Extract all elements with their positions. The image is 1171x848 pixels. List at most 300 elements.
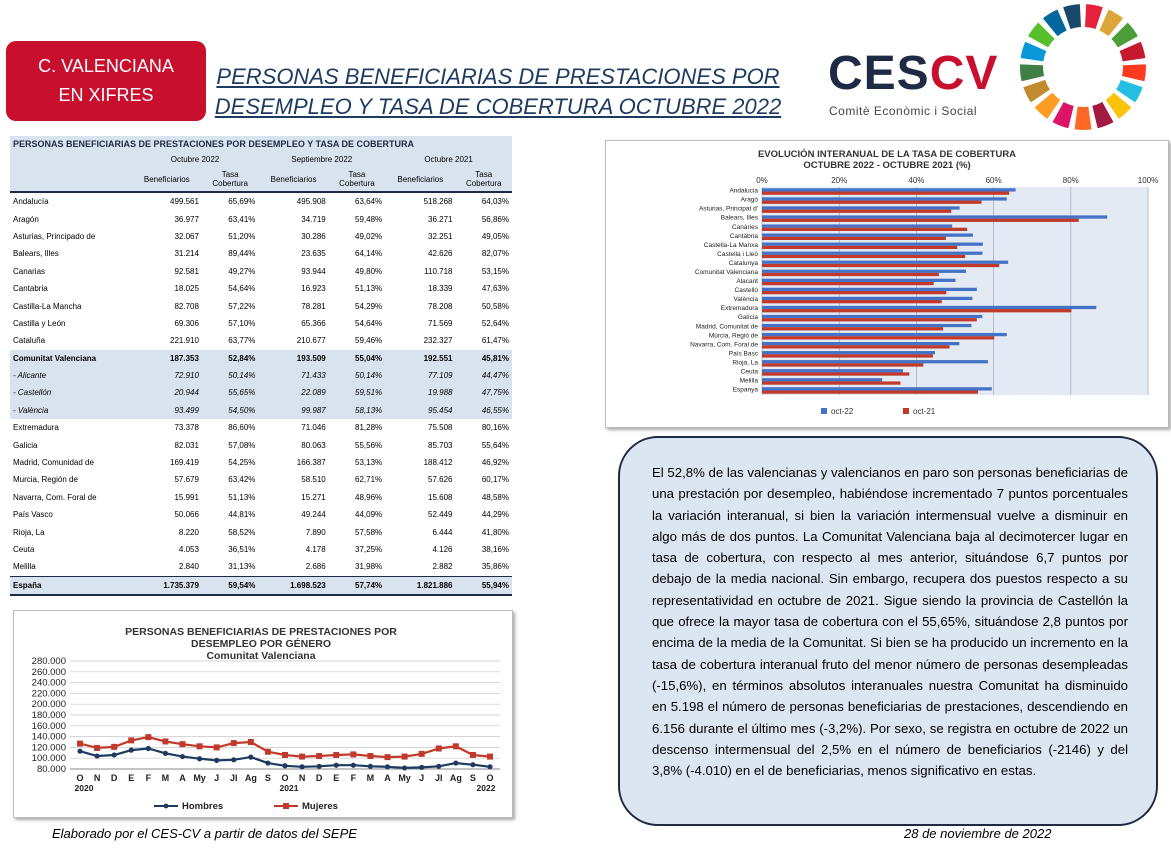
logo-part-1: CES (828, 47, 930, 100)
row-value: 52.449 (428, 510, 453, 520)
line-ytick-label: 240.000 (31, 677, 66, 689)
row-value: 85.703 (428, 440, 453, 450)
row-value: 86,60% (228, 423, 256, 433)
line-point-Hombres (351, 763, 356, 768)
row-value: 95.454 (385, 402, 455, 419)
row-value: 80.063 (301, 440, 326, 450)
row-value: 58,13% (329, 402, 385, 419)
row-value: 99.987 (258, 402, 328, 419)
bar-oct-22 (762, 270, 966, 273)
table-col-tasa-l2: Cobertura (465, 179, 502, 188)
row-value: 75.508 (428, 423, 453, 433)
bar-category-label: Alacant (736, 278, 758, 286)
line-xtick-label: M (366, 773, 375, 783)
line-xtick-label: M (161, 773, 170, 783)
table-row (10, 471, 512, 488)
row-value: 49,80% (355, 266, 383, 276)
line-point-Hombres (436, 764, 441, 769)
row-value: 78.281 (301, 301, 326, 311)
analysis-text: El 52,8% de las valencianas y valencianos en paro son personas beneficiarias de una prestación por desempleo, habiéndose incrementado 7 puntos porcentuales la variación interanual, si bien la variación intermensual vuelve a disminuir en algo más de dos puntos. La Comunitat Valenciana baja al decimotercer lugar en tasa de cobertura, con respecto al mes anterior, situándose 6,7 puntos por debajo de la media nacional. Sin embargo, recupera dos puestos respecto a su representatividad en octubre de 2021. Sigue siendo la provincia de Castellón la que ofrece la mayor tasa de cobertura con el 55,65%, situándose 2,8 puntos por encima de la media de la Comunitat. Si bien se ha producido un incremento en la tasa de cobertura interanual fruto del menor número de personas desempleadas (-15,6%), en términos absolutos interanuales nuestra Comunitat ha disminuido en 5.198 el número de personas beneficiarias de prestaciones, descendiendo en 6.156 durante el último mes (-3,2%). Por sexo, se registra en octubre de 2022 un descenso intermensual del 2,5% en el número de beneficiarios (-2146) y del 3,8% (-4.010) en el de beneficiarias, menos significativo en estas. (652, 465, 1128, 779)
bar-oct-21 (762, 201, 981, 204)
bar-tick-label: 100% (1137, 176, 1159, 185)
row-value: 58,52% (228, 527, 256, 537)
bar-oct-21 (762, 390, 978, 393)
row-value: 2.686 (305, 562, 326, 572)
bar-oct-22 (762, 288, 977, 291)
bar-legend-swatch (903, 408, 909, 414)
bar-legend-swatch (821, 408, 827, 414)
row-value: 44,29% (481, 510, 509, 520)
row-value: 49.244 (301, 510, 326, 520)
line-xtick-label: E (128, 773, 135, 783)
bar-oct-21 (762, 273, 939, 276)
row-value: 81,28% (355, 423, 383, 433)
coverage-table (10, 136, 512, 596)
bar-oct-22 (762, 224, 952, 227)
bar-oct-22 (762, 378, 882, 381)
row-value: 36.977 (174, 214, 199, 224)
sdg-wheel-icon (1008, 2, 1158, 132)
table-row (10, 384, 512, 401)
row-value: 57.626 (428, 475, 453, 485)
line-ytick-label: 180.000 (31, 710, 66, 721)
line-point-Hombres (248, 755, 253, 760)
bar-oct-22 (762, 369, 903, 372)
bar-oct-22 (762, 215, 1107, 218)
bar-oct-21 (762, 255, 965, 258)
row-value: 47,63% (481, 284, 509, 294)
line-xtick-label: O (486, 773, 494, 783)
sdg-wheel-segment (1085, 4, 1103, 29)
bar-oct-21 (762, 318, 977, 321)
gender-beneficiaries-chart (13, 610, 513, 818)
table-col-tasa-l2: Cobertura (212, 179, 248, 188)
bar-category-label: València (733, 296, 758, 304)
row-value: 59,46% (355, 336, 383, 346)
line-point-Mujeres (180, 741, 186, 747)
table-row (10, 489, 512, 506)
table-row (10, 541, 512, 558)
bar-oct-21 (762, 237, 946, 240)
line-xtick-label: N (93, 773, 101, 783)
row-value: 47,75% (455, 384, 512, 401)
row-value: 15.271 (301, 492, 326, 502)
row-value: 55,64% (481, 440, 509, 450)
line-point-Hombres (180, 754, 185, 759)
line-xtick-label: Jl (229, 773, 238, 783)
row-value: 32.251 (428, 231, 453, 241)
line-point-Hombres (282, 763, 287, 768)
bar-oct-22 (762, 351, 935, 354)
row-value: 18.025 (174, 284, 199, 294)
bar-category-label: Comunitat Valenciana (694, 268, 758, 276)
section-badge (6, 41, 206, 121)
row-value: 63,77% (228, 336, 256, 346)
bar-category-label: Andalucia (729, 187, 758, 195)
row-value: 54,64% (355, 318, 383, 328)
table-row (10, 576, 512, 595)
row-value: 73.378 (174, 423, 199, 433)
bar-category-label: Rioja, La (732, 359, 758, 367)
bar-category-label: Asturias, Principat d' (698, 205, 758, 213)
line-chart-title-2: DESEMPLEO POR GÉNERO (190, 638, 332, 650)
table-row (10, 558, 512, 576)
row-value: 62,71% (355, 475, 383, 485)
bar-category-label: Castelló (734, 287, 758, 295)
row-value: 50.066 (174, 510, 199, 520)
line-xtick-label: J (419, 773, 425, 783)
table-row (10, 419, 512, 436)
row-value: 46,55% (455, 402, 512, 419)
table-col-tasa (202, 167, 258, 192)
row-value: 48,58% (481, 492, 509, 502)
table-col-tasa-l2: Cobertura (339, 179, 375, 188)
row-label: Galicia (13, 440, 38, 450)
bar-category-label: Castella i Lleó (717, 250, 758, 258)
line-point-Hombres (265, 760, 270, 765)
row-value: 64,14% (355, 249, 383, 259)
line-ytick-label: 220.000 (31, 688, 66, 700)
bar-category-label: Cantàbria (729, 232, 758, 240)
bar-category-label: Múrcia, Regió de (708, 332, 758, 340)
table-row (10, 263, 512, 280)
bar-category-label: Castella-La Manxa (703, 241, 758, 249)
line-chart-title: PERSONAS BENEFICIARIAS DE PRESTACIONES POR (125, 626, 397, 638)
line-point-Mujeres (231, 740, 237, 746)
line-point-Mujeres (299, 754, 305, 760)
line-point-Mujeres (333, 752, 339, 758)
line-ytick-label: 200.000 (31, 699, 66, 711)
row-value: 54,25% (228, 458, 256, 468)
row-value: 49,05% (481, 231, 509, 241)
bar-oct-21 (762, 246, 957, 249)
row-label: - València (10, 402, 132, 419)
row-label: Rioja, La (13, 527, 45, 537)
bar-category-label: Canàries (731, 223, 758, 231)
bar-oct-22 (762, 315, 982, 318)
bar-category-label: Catalunya (728, 259, 758, 267)
row-value: 50,14% (329, 367, 385, 384)
row-value: 16.923 (301, 284, 326, 294)
line-point-Mujeres (453, 743, 459, 749)
line-point-Mujeres (128, 737, 134, 743)
line-point-Mujeres (265, 749, 271, 755)
bar-oct-22 (762, 243, 983, 246)
table-row (10, 245, 512, 262)
table-row (10, 402, 512, 419)
bar-category-label: Extremadura (720, 305, 758, 313)
line-point-Hombres (231, 757, 236, 762)
table-row (10, 523, 512, 540)
row-value: 31,98% (355, 562, 383, 572)
line-xtick-label: A (384, 773, 391, 783)
row-label: Cataluña (13, 336, 46, 346)
sdg-wheel-segment (1021, 42, 1047, 62)
sdg-wheel-segment (1122, 64, 1146, 81)
line-point-Mujeres (94, 745, 100, 751)
table-column-row (10, 167, 512, 192)
row-value: 71.046 (301, 423, 326, 433)
row-value: 50,14% (202, 367, 258, 384)
row-value: 30.286 (301, 231, 326, 241)
bar-oct-22 (762, 306, 1096, 309)
row-value: 57.679 (174, 475, 199, 485)
line-xtick-label: Jl (434, 773, 443, 783)
row-value: 19.988 (385, 384, 455, 401)
row-value: 57,10% (228, 318, 256, 328)
line-point-Mujeres (248, 739, 254, 745)
row-value: 38,16% (481, 545, 509, 554)
row-value: 71.433 (258, 367, 328, 384)
row-value: 52,84% (202, 350, 258, 367)
row-value: 50,58% (481, 301, 509, 311)
table-row (10, 506, 512, 523)
line-ytick-label: 120.000 (31, 742, 66, 754)
row-value: 18.339 (428, 284, 453, 294)
line-legend-marker (164, 804, 169, 809)
bar-tick-label: 80% (1062, 176, 1079, 185)
line-ytick-label: 140.000 (31, 731, 66, 743)
line-xtick-label: D (315, 773, 323, 783)
row-value: 77.109 (385, 367, 455, 384)
row-value: 44,81% (228, 510, 256, 520)
row-value: 57,22% (228, 301, 256, 311)
row-value: 59,51% (329, 384, 385, 401)
line-point-Mujeres (350, 751, 356, 757)
bar-oct-21 (762, 372, 909, 375)
row-value: 49,27% (228, 266, 256, 276)
table-col-tasa-l1: Tasa (221, 170, 239, 179)
bar-category-label: Navarra, Com. Foral de (690, 341, 758, 349)
coverage-table-grid (10, 136, 512, 596)
sdg-wheel-segment (1063, 4, 1081, 29)
table-row (10, 454, 512, 471)
bar-category-label: Balears, Illes (720, 214, 758, 222)
line-point-Hombres (487, 764, 492, 769)
row-value: 499.561 (170, 197, 199, 207)
line-point-Hombres (317, 764, 322, 769)
row-label: España (10, 576, 132, 595)
bar-oct-22 (762, 360, 988, 363)
line-point-Hombres (146, 746, 151, 751)
line-point-Hombres (368, 764, 373, 769)
row-value: 4.053 (178, 545, 199, 554)
line-legend-label: Mujeres (302, 801, 338, 812)
bar-oct-21 (762, 228, 967, 231)
row-label: País Vasco (13, 510, 53, 520)
line-point-Mujeres (214, 744, 220, 750)
bar-oct-21 (762, 192, 1009, 195)
bar-oct-22 (762, 324, 971, 327)
row-value: 51,13% (355, 284, 383, 294)
line-point-Mujeres (316, 753, 322, 759)
row-value: 44,09% (355, 510, 383, 520)
row-value: 20.944 (132, 384, 202, 401)
row-value: 2.882 (432, 562, 453, 572)
bar-category-label: Espanya (732, 386, 758, 394)
line-point-Hombres (419, 765, 424, 770)
row-value: 8.220 (178, 527, 199, 537)
line-point-Mujeres (402, 754, 408, 760)
row-value: 35,86% (481, 562, 509, 572)
line-point-Hombres (77, 749, 82, 754)
line-xtick-label: F (350, 773, 357, 783)
row-value: 89,44% (228, 249, 256, 259)
bar-category-label: Aragó (740, 196, 758, 204)
table-col-beneficiarios: Beneficiarios (132, 167, 202, 192)
row-label: Asturias, Principado de (13, 231, 96, 241)
table-corner (10, 152, 132, 167)
line-point-Hombres (299, 764, 304, 769)
line-xtick-label: A (179, 773, 186, 783)
row-value: 46,92% (481, 458, 509, 468)
row-value: 31,13% (228, 562, 256, 572)
page-title (208, 62, 788, 122)
table-corner-2 (10, 167, 132, 192)
row-label: Navarra, Com. Foral de (13, 492, 97, 502)
bar-oct-21 (762, 363, 923, 366)
line-point-Hombres (163, 751, 168, 756)
row-value: 232.327 (423, 336, 453, 346)
row-value: 1.698.523 (258, 576, 328, 595)
bar-oct-21 (762, 309, 1071, 312)
row-value: 55,65% (202, 384, 258, 401)
row-value: 65,69% (228, 197, 256, 207)
bar-oct-21 (762, 264, 999, 267)
line-legend-label: Hombres (182, 801, 224, 812)
coverage-evolution-chart-svg (606, 141, 1168, 427)
table-title: PERSONAS BENEFICIARIAS DE PRESTACIONES POR DESEMPLEO Y TASA DE COBERTURA (10, 136, 512, 152)
line-point-Mujeres (385, 754, 391, 760)
line-xtick-label: S (264, 773, 271, 783)
bar-category-label: País Basc (728, 350, 758, 358)
bar-oct-22 (762, 197, 1007, 200)
bar-oct-21 (762, 345, 950, 348)
gender-beneficiaries-chart-svg (14, 611, 512, 817)
row-value: 69.306 (174, 318, 199, 328)
table-row (10, 210, 512, 227)
table-row (10, 315, 512, 332)
row-value: 54,64% (228, 284, 256, 294)
logo-subtitle: Comitè Econòmic i Social (829, 104, 978, 118)
table-row (10, 436, 512, 453)
bar-oct-21 (762, 354, 933, 357)
bar-chart-subtitle: OCTUBRE 2022 - OCTUBRE 2021 (%) (803, 160, 971, 171)
line-xtick-label: D (110, 773, 118, 783)
row-value: 41,80% (481, 527, 509, 537)
line-ytick-label: 160.000 (31, 720, 66, 732)
row-value: 15.608 (428, 492, 453, 502)
row-value: 58.510 (301, 475, 326, 485)
table-row (10, 350, 512, 367)
source-note: Elaborado por el CES-CV a partir de datos del SEPE (52, 826, 357, 841)
row-value: 192.551 (385, 350, 455, 367)
row-value: 34.719 (301, 214, 326, 224)
line-point-Mujeres (367, 753, 373, 759)
row-value: 52,64% (481, 318, 509, 328)
row-label: Canarias (13, 266, 46, 276)
row-value: 49,02% (355, 231, 383, 241)
row-value: 37,25% (355, 545, 383, 554)
table-period-header: Octubre 2022 (132, 152, 259, 167)
row-label: Melilla (13, 562, 36, 572)
row-value: 4.178 (305, 545, 326, 554)
sdg-wheel-segment (1020, 64, 1044, 81)
table-col-beneficiarios: Beneficiarios (385, 167, 455, 192)
row-value: 54,50% (202, 402, 258, 419)
row-value: 65.366 (301, 318, 326, 328)
line-chart-subtitle: Comunitat Valenciana (206, 650, 316, 662)
line-ytick-label: 260.000 (31, 666, 66, 678)
row-value: 36.271 (428, 214, 453, 224)
line-point-Mujeres (197, 743, 203, 749)
line-point-Hombres (112, 752, 117, 757)
table-period-header: Octubre 2021 (385, 152, 512, 167)
line-point-Hombres (334, 763, 339, 768)
table-col-tasa-l1: Tasa (348, 170, 366, 179)
row-value: 55,56% (355, 440, 383, 450)
row-value: 495.908 (296, 197, 326, 207)
row-value: 82.031 (174, 440, 199, 450)
row-value: 110.718 (424, 266, 453, 276)
row-value: 4.126 (432, 545, 453, 554)
bar-oct-22 (762, 233, 973, 236)
line-ytick-label: 80.000 (36, 764, 66, 775)
row-value: 82.708 (174, 301, 199, 311)
row-value: 80,16% (481, 423, 509, 433)
table-row (10, 297, 512, 314)
line-point-Hombres (214, 758, 219, 763)
line-point-Hombres (385, 764, 390, 769)
bar-oct-21 (762, 381, 900, 384)
line-point-Mujeres (77, 741, 83, 747)
line-xtick-label: F (145, 773, 152, 783)
bar-oct-21 (762, 327, 943, 330)
line-xtick-label: N (298, 773, 306, 783)
bar-oct-22 (762, 333, 1007, 336)
line-point-Hombres (129, 748, 134, 753)
row-value: 187.353 (132, 350, 202, 367)
line-xtick-label: O (76, 773, 84, 783)
bar-legend-label: oct-21 (913, 407, 936, 416)
bar-oct-22 (762, 342, 959, 345)
row-value: 93.499 (132, 402, 202, 419)
bar-category-label: Ceuta (740, 368, 758, 376)
line-xtick-label: My (398, 773, 411, 783)
row-value: 42.626 (428, 249, 453, 259)
row-value: 59,54% (202, 576, 258, 595)
row-value: 64,03% (481, 197, 509, 207)
line-xtick-label: My (193, 773, 206, 783)
row-value: 44,47% (455, 367, 512, 384)
row-value: 48,96% (355, 492, 383, 502)
table-col-tasa (329, 167, 385, 192)
row-label: Madrid, Comunidad de (13, 458, 94, 468)
row-value: 56,86% (481, 214, 509, 224)
line-point-Mujeres (162, 738, 168, 744)
badge-line-2: EN XIFRES (58, 85, 154, 105)
bar-oct-22 (762, 297, 972, 300)
line-year-label: 2022 (476, 783, 496, 793)
sdg-wheel-segment (1120, 42, 1146, 62)
row-value: 57,58% (355, 527, 383, 537)
bar-tick-label: 60% (985, 176, 1002, 185)
row-value: 71.569 (428, 318, 453, 328)
coverage-evolution-chart (605, 140, 1169, 428)
row-value: 169.419 (170, 458, 199, 468)
row-value: 1.821.886 (385, 576, 455, 595)
bar-oct-22 (762, 206, 960, 209)
